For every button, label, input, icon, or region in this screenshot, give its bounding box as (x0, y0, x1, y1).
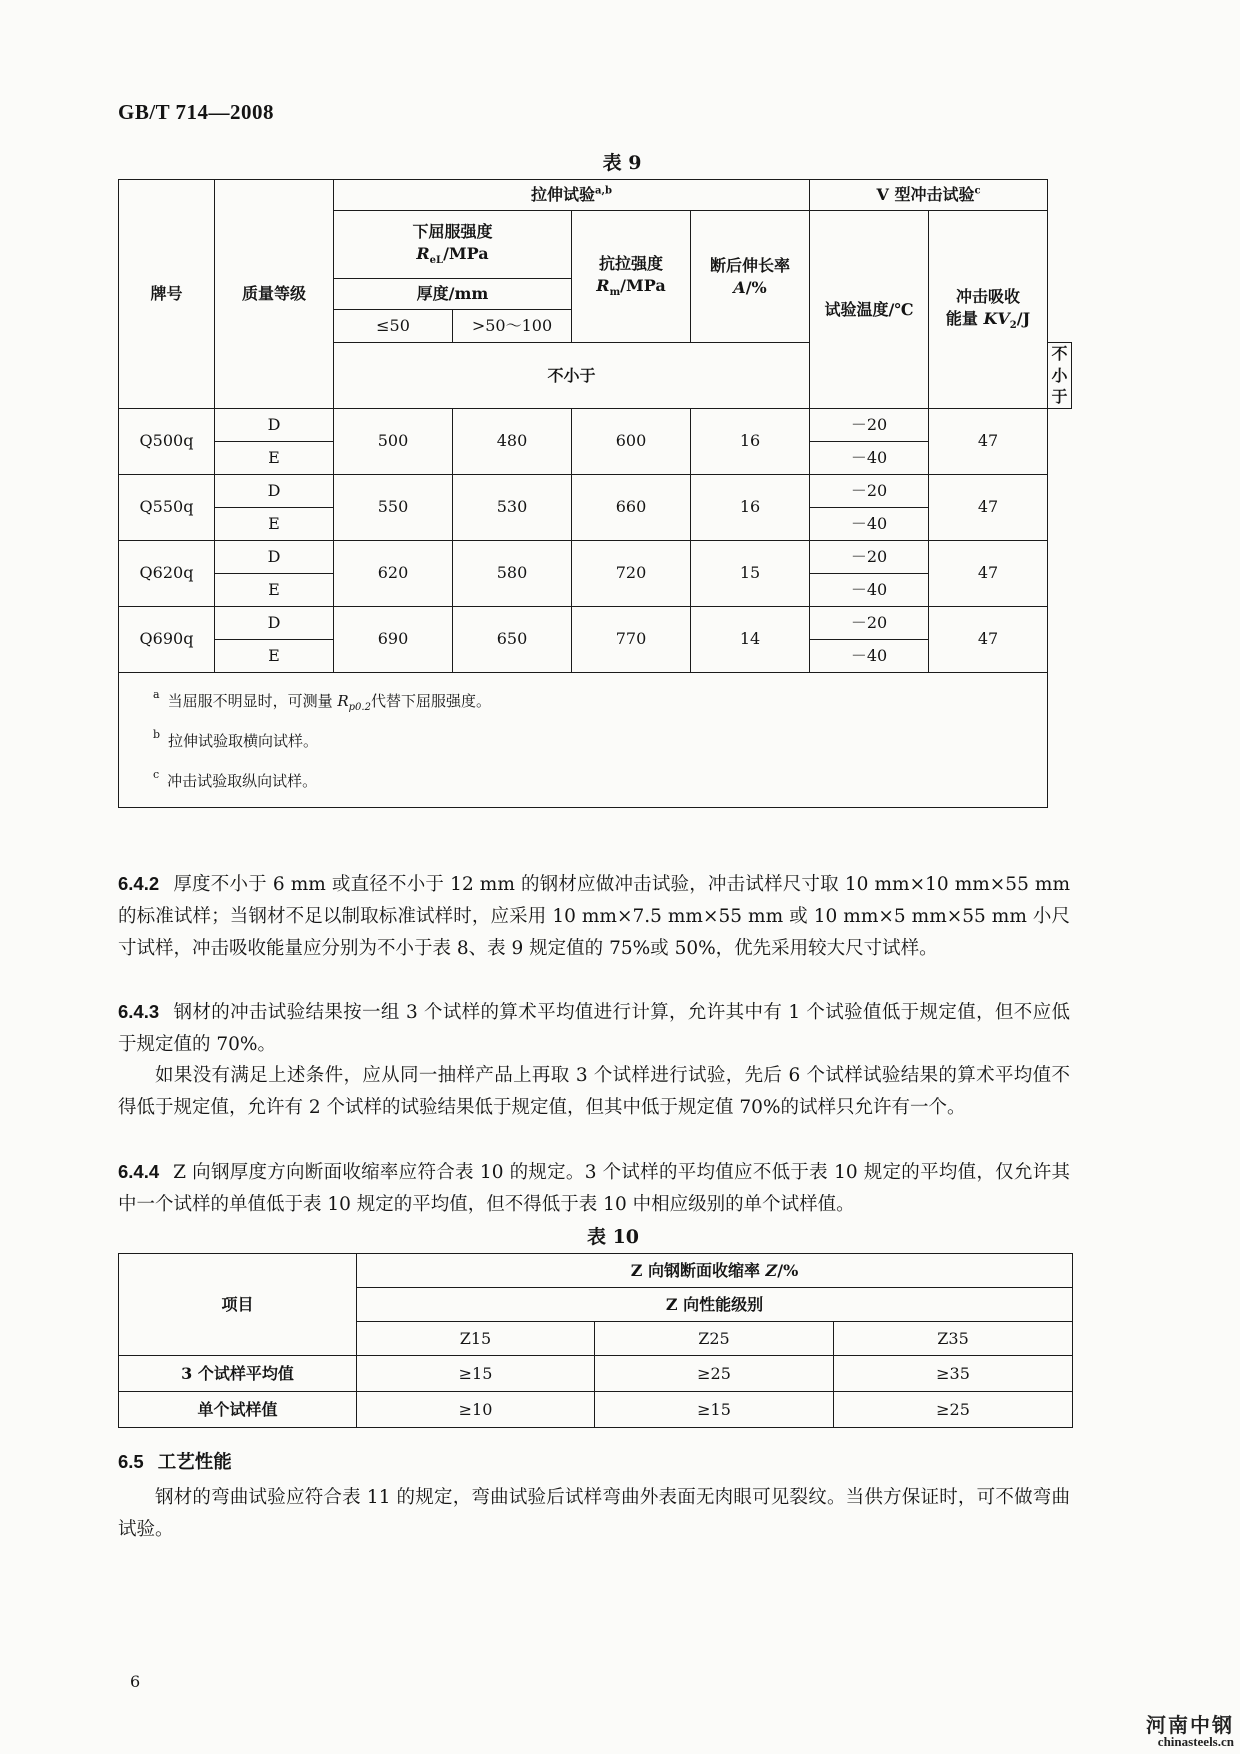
cell-value: ≥25 (834, 1392, 1073, 1428)
cell-temperature: －40 (810, 573, 929, 606)
header-z-level: Z 向性能级别 (357, 1288, 1073, 1322)
cell-grade: E (215, 507, 334, 540)
header-z-reduction-of-area: Z 向钢断面收缩率 Z/% (357, 1254, 1073, 1288)
header-thickness-50-100: >50～100 (453, 310, 572, 343)
table10-caption: 表 10 (586, 1226, 640, 1248)
header-quality-grade: 质量等级 (215, 180, 334, 409)
cell-value: ≥10 (357, 1392, 595, 1428)
cell-tensile-strength: 770 (572, 606, 691, 672)
header-level-z15: Z15 (357, 1322, 595, 1356)
cell-grade: E (215, 441, 334, 474)
clause-number: 6.4.3 (118, 1001, 160, 1022)
section-6-5-text: 钢材的弯曲试验应符合表 11 的规定，弯曲试验后试样弯曲外表面无肉眼可见裂纹。当供方保证时，可不做弯曲试验。 (118, 1487, 1070, 1540)
header-tensile-test: 拉伸试验$^{a,b}$ (334, 180, 810, 211)
header-item: 项目 (119, 1254, 357, 1356)
header-level-z35: Z35 (834, 1322, 1073, 1356)
header-yield-strength: 下屈服强度 $R_{eL}$/MPa (334, 211, 572, 279)
cell-yield-50-100: 650 (453, 606, 572, 672)
cell-brand: Q690q (119, 606, 215, 672)
cell-grade: E (215, 639, 334, 672)
clause-text: Z 向钢厚度方向断面收缩率应符合表 10 的规定。3 个试样的平均值应不低于表 10 规定的平均值，仅允许其中一个试样的单值低于表 10 规定的平均值，但不得低于表 10 中相应级别的单个试样值。 (118, 1162, 1070, 1215)
table9 (118, 179, 1072, 808)
header-impact-energy: 冲击吸收 能量 $KV_2/J$ (929, 211, 1048, 409)
standard-code: GB/T 714—2008 (118, 100, 275, 124)
cell-impact-energy: 47 (929, 474, 1048, 540)
clause-6-4-2 (118, 868, 1070, 965)
page-number: 6 (130, 1672, 141, 1691)
header-brand: 牌号 (119, 180, 215, 409)
cell-brand: Q500q (119, 408, 215, 474)
cell-temperature: －20 (810, 606, 929, 639)
cell-grade: D (215, 408, 334, 441)
cell-grade: E (215, 573, 334, 606)
clause-6-4-3 (118, 996, 1070, 1061)
table10 (118, 1253, 1073, 1428)
cell-yield-le50: 500 (334, 408, 453, 474)
row-label-average: 3 个试样平均值 (119, 1356, 357, 1392)
cell-temperature: －40 (810, 441, 929, 474)
header-not-less-than-impact: 不小于 (1048, 343, 1072, 409)
cell-temperature: －40 (810, 639, 929, 672)
header-level-z25: Z25 (595, 1322, 834, 1356)
clause-6-4-3-paragraph-2: 如果没有满足上述条件，应从同一抽样产品上再取 3 个试样进行试验，先后 6 个试样试验结果的算术平均值不得低于规定值，允许有 2 个试样的试验结果低于规定值，但其中低于规定值 70%的试样只允许有一个。 (118, 1065, 1070, 1118)
cell-value: ≥35 (834, 1356, 1073, 1392)
cell-elongation: 15 (691, 540, 810, 606)
footnote-a: $^a$ 当屈服不明显时，可测量 $R_{p0.2}$代替下屈服强度。 (153, 687, 491, 713)
section-number: 6.5 (118, 1451, 144, 1472)
cell-temperature: －40 (810, 507, 929, 540)
cell-tensile-strength: 720 (572, 540, 691, 606)
cell-temperature: －20 (810, 540, 929, 573)
cell-impact-energy: 47 (929, 408, 1048, 474)
section-title: 工艺性能 (157, 1452, 232, 1473)
footnote-b: $^b$ 拉伸试验取横向试样。 (153, 727, 319, 750)
cell-yield-le50: 550 (334, 474, 453, 540)
cell-grade: D (215, 540, 334, 573)
header-test-temperature: 试验温度/℃ (810, 211, 929, 409)
table9-caption: 表 9 (602, 152, 642, 174)
cell-value: ≥25 (595, 1356, 834, 1392)
clause-6-4-4 (118, 1156, 1070, 1221)
header-elongation: 断后伸长率 A/% (691, 211, 810, 343)
cell-grade: D (215, 606, 334, 639)
clause-number: 6.4.2 (118, 873, 160, 894)
table9-footnotes (119, 672, 1048, 807)
watermark-en: chinasteels.cn (1157, 1734, 1234, 1749)
cell-tensile-strength: 660 (572, 474, 691, 540)
cell-elongation: 14 (691, 606, 810, 672)
cell-yield-le50: 690 (334, 606, 453, 672)
header-impact-test: V 型冲击试验$^c$ (810, 180, 1048, 211)
cell-grade: D (215, 474, 334, 507)
cell-impact-energy: 47 (929, 606, 1048, 672)
clause-text: 钢材的冲击试验结果按一组 3 个试样的算术平均值进行计算，允许其中有 1 个试验值低于规定值，但不应低于规定值的 70%。 (118, 1002, 1070, 1055)
cell-impact-energy: 47 (929, 540, 1048, 606)
cell-temperature: －20 (810, 408, 929, 441)
cell-yield-50-100: 580 (453, 540, 572, 606)
clause-number: 6.4.4 (118, 1161, 160, 1182)
section-6-5-heading (118, 1446, 1070, 1479)
cell-yield-50-100: 480 (453, 408, 572, 474)
header-not-less-than-tensile: 不小于 (334, 343, 810, 409)
cell-tensile-strength: 600 (572, 408, 691, 474)
cell-brand: Q550q (119, 474, 215, 540)
header-tensile-strength: 抗拉强度 $R_m$/MPa (572, 211, 691, 343)
cell-value: ≥15 (357, 1356, 595, 1392)
cell-elongation: 16 (691, 474, 810, 540)
header-thickness: 厚度/mm (334, 279, 572, 310)
cell-yield-le50: 620 (334, 540, 453, 606)
footnote-c: $^c$ 冲击试验取纵向试样。 (153, 767, 318, 790)
cell-value: ≥15 (595, 1392, 834, 1428)
watermark-logo (1146, 1715, 1234, 1748)
clause-text: 厚度不小于 6 mm 或直径不小于 12 mm 的钢材应做冲击试验，冲击试样尺寸取 10 mm×10 mm×55 mm 的标准试样；当钢材不足以制取标准试样时，应采用 10 mm×7.5 mm×55 mm 或 10 mm×5 mm×55 mm 小尺寸试样，冲击吸收能量应分别为不小于表 8、表 9 规定值的 75%或 50%，优先采用较大尺寸试样。 (118, 874, 1070, 959)
row-label-single: 单个试样值 (119, 1392, 357, 1428)
watermark-cn: 河南中钢 (1146, 1713, 1234, 1737)
cell-elongation: 16 (691, 408, 810, 474)
cell-brand: Q620q (119, 540, 215, 606)
cell-temperature: －20 (810, 474, 929, 507)
cell-yield-50-100: 530 (453, 474, 572, 540)
header-thickness-le50: ≤50 (334, 310, 453, 343)
